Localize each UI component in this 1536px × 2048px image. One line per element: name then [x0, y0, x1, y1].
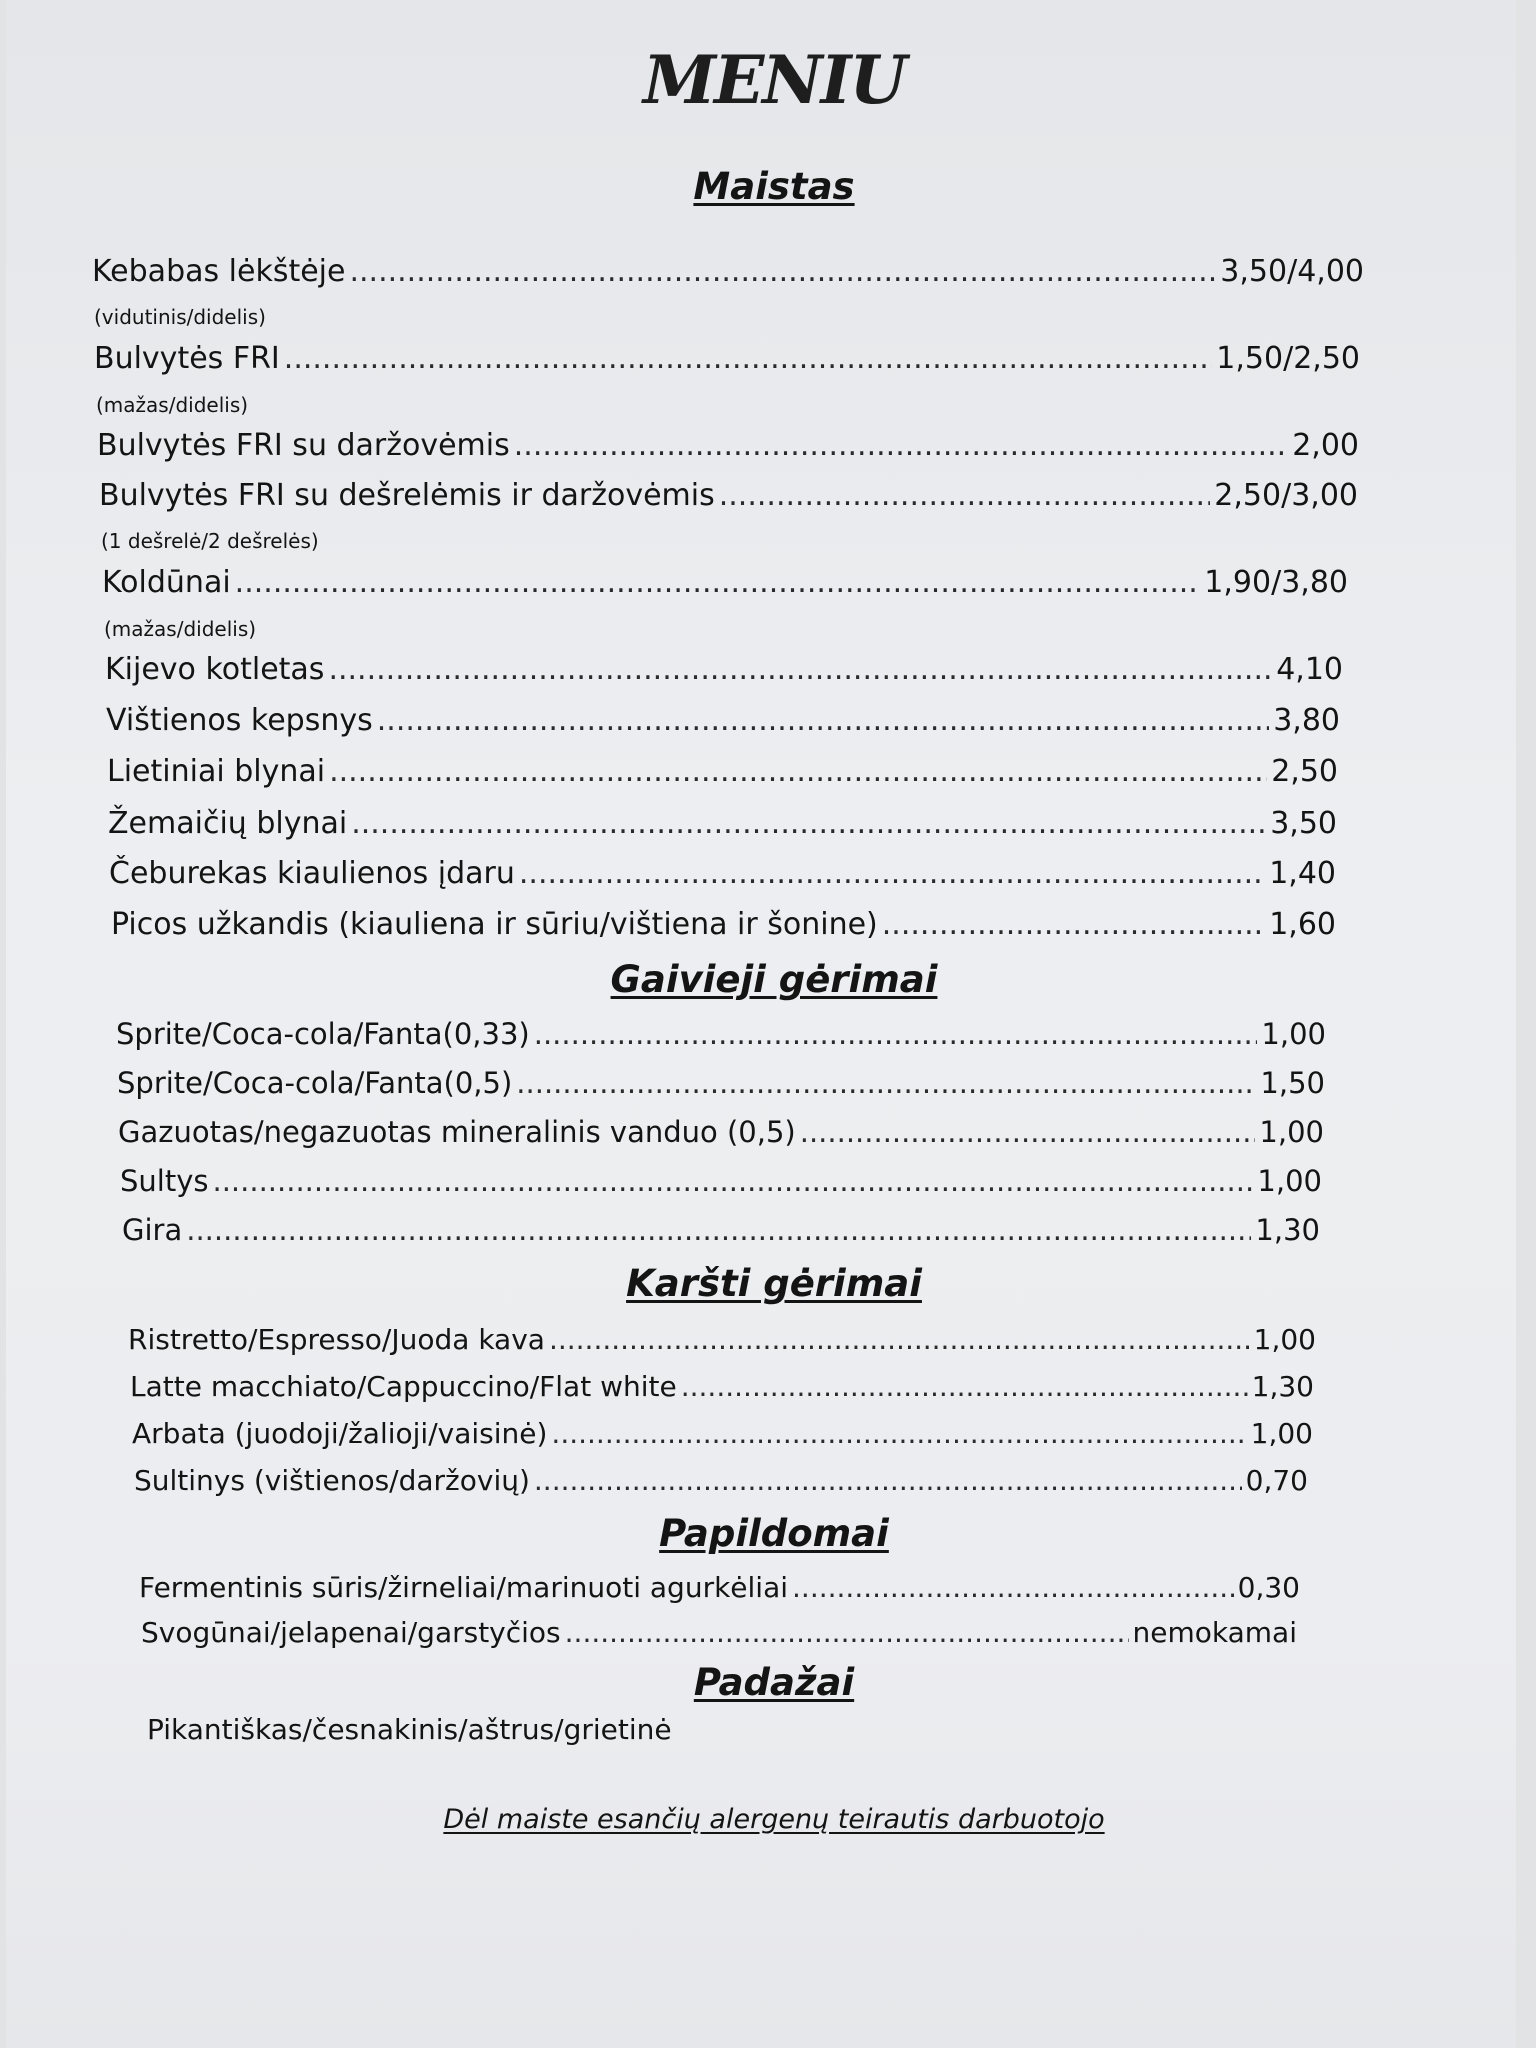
menu-item — [118, 1112, 1324, 1152]
menu-item — [92, 252, 1364, 292]
item-price: 3,50 — [1270, 806, 1337, 841]
menu-item — [128, 1320, 1316, 1360]
item-price: 1,00 — [1259, 1115, 1324, 1149]
item-price: 1,00 — [1250, 1417, 1313, 1450]
dot-leader — [328, 650, 1272, 690]
item-price: 1,00 — [1261, 1017, 1326, 1051]
section-title-food: Maistas — [693, 165, 855, 208]
item-price: nemokamai — [1132, 1616, 1297, 1649]
menu-item — [102, 563, 1348, 603]
item-name: Fermentinis sūris/žirneliai/marinuoti agurkėliai — [139, 1571, 789, 1604]
menu-item — [120, 1161, 1322, 1201]
item-price: 0,30 — [1237, 1571, 1300, 1604]
dot-leader — [213, 1161, 1254, 1201]
item-name: Čeburekas kiaulienos įdaru — [109, 856, 515, 891]
item-price: 1,30 — [1255, 1213, 1320, 1247]
dot-leader — [377, 701, 1269, 741]
dot-leader — [534, 1461, 1242, 1501]
dot-leader — [565, 1613, 1129, 1653]
menu-item — [107, 752, 1338, 792]
menu-item — [108, 804, 1337, 844]
menu-item — [99, 476, 1358, 516]
item-name: Žemaičių blynai — [108, 806, 348, 841]
menu-item — [141, 1613, 1297, 1653]
item-name: Sultys — [120, 1164, 209, 1198]
item-note: (mažas/didelis) — [96, 393, 249, 417]
item-name: Ristretto/Espresso/Juoda kava — [128, 1323, 545, 1356]
menu-item — [132, 1414, 1313, 1454]
section-title-sauces: Padažai — [693, 1661, 855, 1704]
dot-leader — [351, 804, 1266, 844]
item-price: 2,50 — [1271, 754, 1338, 789]
menu-sheet — [6, 0, 1516, 2048]
item-name: Gazuotas/negazuotas mineralinis vanduo (0,5) — [118, 1115, 796, 1149]
item-price: 3,80 — [1273, 703, 1340, 738]
item-price: 1,90/3,80 — [1204, 565, 1348, 600]
item-price: 4,10 — [1276, 652, 1343, 687]
menu-item — [111, 905, 1336, 945]
menu-item — [122, 1210, 1320, 1250]
item-price: 1,00 — [1257, 1164, 1322, 1198]
section-title-soft-drinks: Gaivieji gėrimai — [610, 958, 938, 1001]
allergen-notice: Dėl maiste esančių alergenų teirautis darbuotojo — [443, 1804, 1105, 1835]
menu-title: MENIU — [642, 41, 906, 119]
menu-item — [139, 1568, 1300, 1608]
item-name: Bulvytės FRI su daržovėmis — [97, 428, 510, 463]
dot-leader — [235, 563, 1201, 603]
section-title-hot-drinks: Karšti gėrimai — [626, 1262, 922, 1305]
item-note: (vidutinis/didelis) — [94, 305, 266, 329]
item-name: Kijevo kotletas — [105, 652, 325, 687]
item-name: Gira — [122, 1213, 183, 1247]
dot-leader — [186, 1210, 1251, 1250]
item-name: Picos užkandis (kiauliena ir sūriu/vištiena ir šonine) — [111, 907, 878, 942]
dot-leader — [792, 1568, 1234, 1608]
item-price: 1,40 — [1269, 856, 1336, 891]
item-price: 3,50/4,00 — [1220, 254, 1364, 289]
dot-leader — [329, 752, 1267, 792]
menu-item — [94, 339, 1360, 379]
item-name: Sultinys (vištienos/daržovių) — [134, 1464, 530, 1497]
item-name: Sprite/Coca-cola/Fanta(0,5) — [117, 1066, 513, 1100]
item-name: Bulvytės FRI — [94, 341, 280, 376]
section-title-extras: Papildomai — [659, 1512, 889, 1555]
item-name: Svogūnai/jelapenai/garstyčios — [141, 1616, 561, 1649]
item-note: (mažas/didelis) — [104, 617, 257, 641]
dot-leader — [534, 1014, 1258, 1054]
dot-leader — [519, 854, 1265, 894]
menu-item — [116, 1014, 1326, 1054]
item-name: Arbata (juodoji/žalioji/vaisinė) — [132, 1417, 548, 1450]
item-name: Vištienos kepsnys — [106, 703, 373, 738]
dot-leader — [284, 339, 1213, 379]
dot-leader — [516, 1063, 1256, 1103]
dot-leader — [882, 905, 1265, 945]
item-price: 1,50/2,50 — [1216, 341, 1360, 376]
item-name: Kebabas lėkštėje — [92, 254, 346, 289]
dot-leader — [514, 426, 1288, 466]
dot-leader — [551, 1414, 1246, 1454]
item-price: 1,00 — [1253, 1323, 1316, 1356]
item-price: 0,70 — [1245, 1464, 1308, 1497]
menu-item — [134, 1461, 1308, 1501]
dot-leader — [549, 1320, 1250, 1360]
dot-leader — [681, 1367, 1248, 1407]
menu-item — [130, 1367, 1314, 1407]
item-name: Koldūnai — [102, 565, 231, 600]
menu-item — [97, 426, 1359, 466]
item-note: (1 dešrelė/2 dešrelės) — [101, 529, 319, 553]
item-price: 2,00 — [1292, 428, 1359, 463]
dot-leader — [800, 1112, 1256, 1152]
item-price: 1,60 — [1269, 907, 1336, 942]
item-name: Bulvytės FRI su dešrelėmis ir daržovėmis — [99, 478, 715, 513]
item-price: 1,50 — [1260, 1066, 1325, 1100]
item-name: Lietiniai blynai — [107, 754, 326, 789]
item-price: 1,30 — [1251, 1370, 1314, 1403]
menu-item — [117, 1063, 1325, 1103]
dot-leader — [719, 476, 1211, 516]
item-name: Sprite/Coca-cola/Fanta(0,33) — [116, 1017, 530, 1051]
sauces-list: Pikantiškas/česnakinis/aštrus/grietinė — [147, 1713, 672, 1746]
menu-item — [106, 701, 1340, 741]
item-price: 2,50/3,00 — [1214, 478, 1358, 513]
menu-item — [109, 854, 1336, 894]
menu-item — [105, 650, 1343, 690]
dot-leader — [349, 252, 1216, 292]
item-name: Latte macchiato/Cappuccino/Flat white — [130, 1370, 677, 1403]
